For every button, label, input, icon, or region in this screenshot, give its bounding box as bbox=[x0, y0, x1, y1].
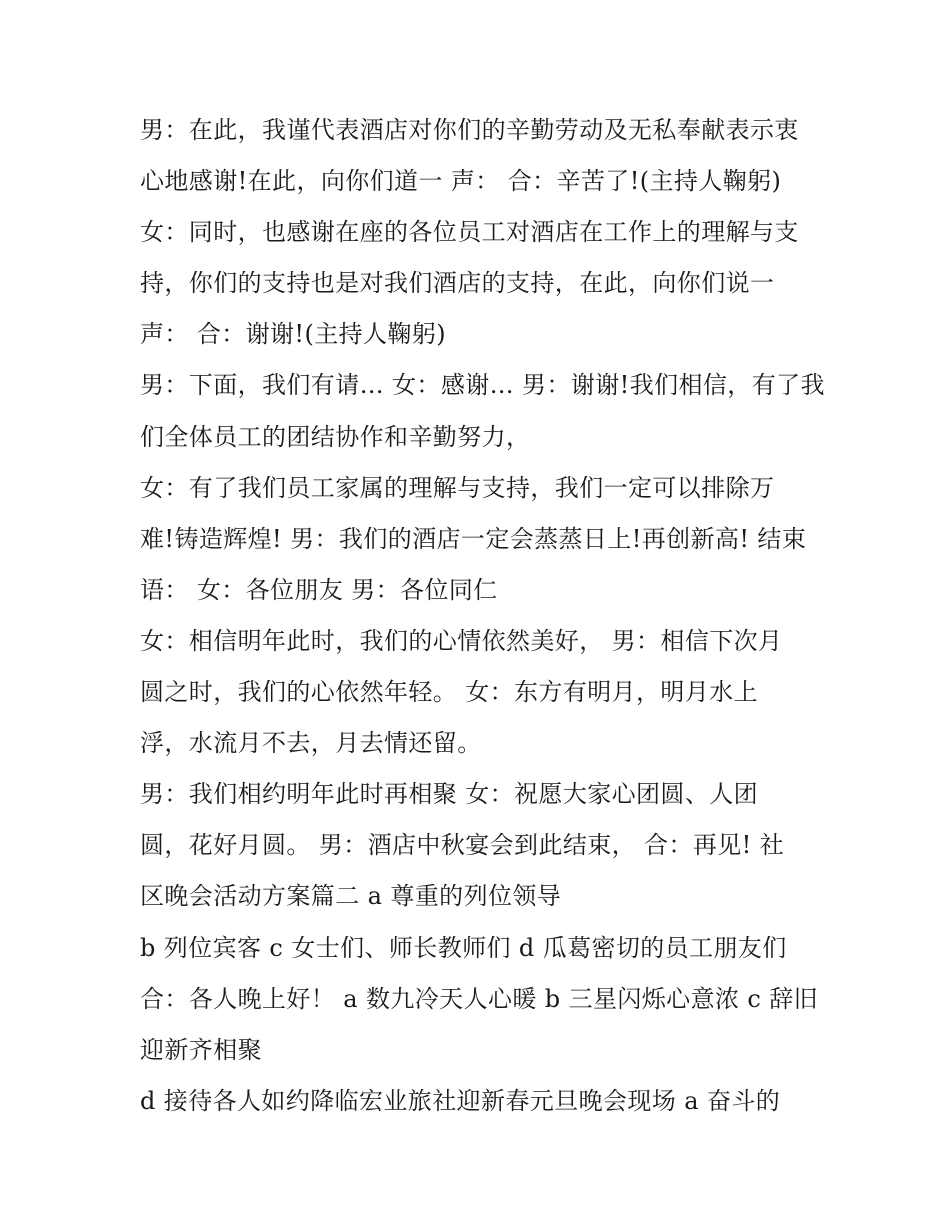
text-line: 持，你们的支持也是对我们酒店的支持，在此，向你们说一 bbox=[140, 269, 775, 298]
text-line: 男：下面，我们有请… 女：感谢… 男：谢谢!我们相信，有了我 bbox=[140, 371, 825, 400]
text-line: 男：在此，我谨代表酒店对你们的辛勤劳动及无私奉献表示衷 bbox=[140, 116, 799, 144]
text-line: 圆之时，我们的心依然年轻。 女：东方有明月，明月水上 bbox=[140, 678, 759, 707]
text-line: 浮，水流月不去，月去情还留。 bbox=[140, 729, 482, 758]
text-line: 声： 合：谢谢!(主持人鞠躬) bbox=[140, 320, 446, 349]
text-line: 圆，花好月圆。 男：酒店中秋宴会到此结束， 合：再见! 社 bbox=[140, 831, 785, 860]
text-line: 女：同时，也感谢在座的各位员工对酒店在工作上的理解与支 bbox=[140, 218, 799, 247]
text-line: 区晚会活动方案篇二 a 尊重的列位领导 bbox=[140, 882, 562, 911]
text-line: 男：我们相约明年此时再相聚 女：祝愿大家心团圆、人团 bbox=[140, 780, 759, 809]
text-line: 语： 女：各位朋友 男：各位同仁 bbox=[140, 575, 498, 604]
text-line: 合：各人晚上好！ a 数九冷天人心暖 b 三星闪烁心意浓 c 辞旧 bbox=[140, 984, 819, 1013]
text-line: 们全体员工的团结协作和辛勤努力， bbox=[140, 422, 531, 451]
text-line: b 列位宾客 c 女士们、师长教师们 d 瓜葛密切的员工朋友们 bbox=[140, 933, 787, 962]
text-line: 女：有了我们员工家属的理解与支持，我们一定可以排除万 bbox=[140, 473, 775, 502]
text-line: 难!铸造辉煌! 男：我们的酒店一定会蒸蒸日上!再创新高! 结束 bbox=[140, 524, 807, 553]
text-line: 心地感谢!在此，向你们道一 声： 合：辛苦了!(主持人鞠躬) bbox=[140, 167, 782, 196]
document-body bbox=[140, 105, 825, 1127]
text-line: 迎新齐相聚 bbox=[140, 1035, 262, 1064]
text-line: d 接待各人如约降临宏业旅社迎新春元旦晚会现场 a 奋斗的 bbox=[140, 1086, 781, 1115]
text-line: 女：相信明年此时，我们的心情依然美好， 男：相信下次月 bbox=[140, 626, 783, 655]
